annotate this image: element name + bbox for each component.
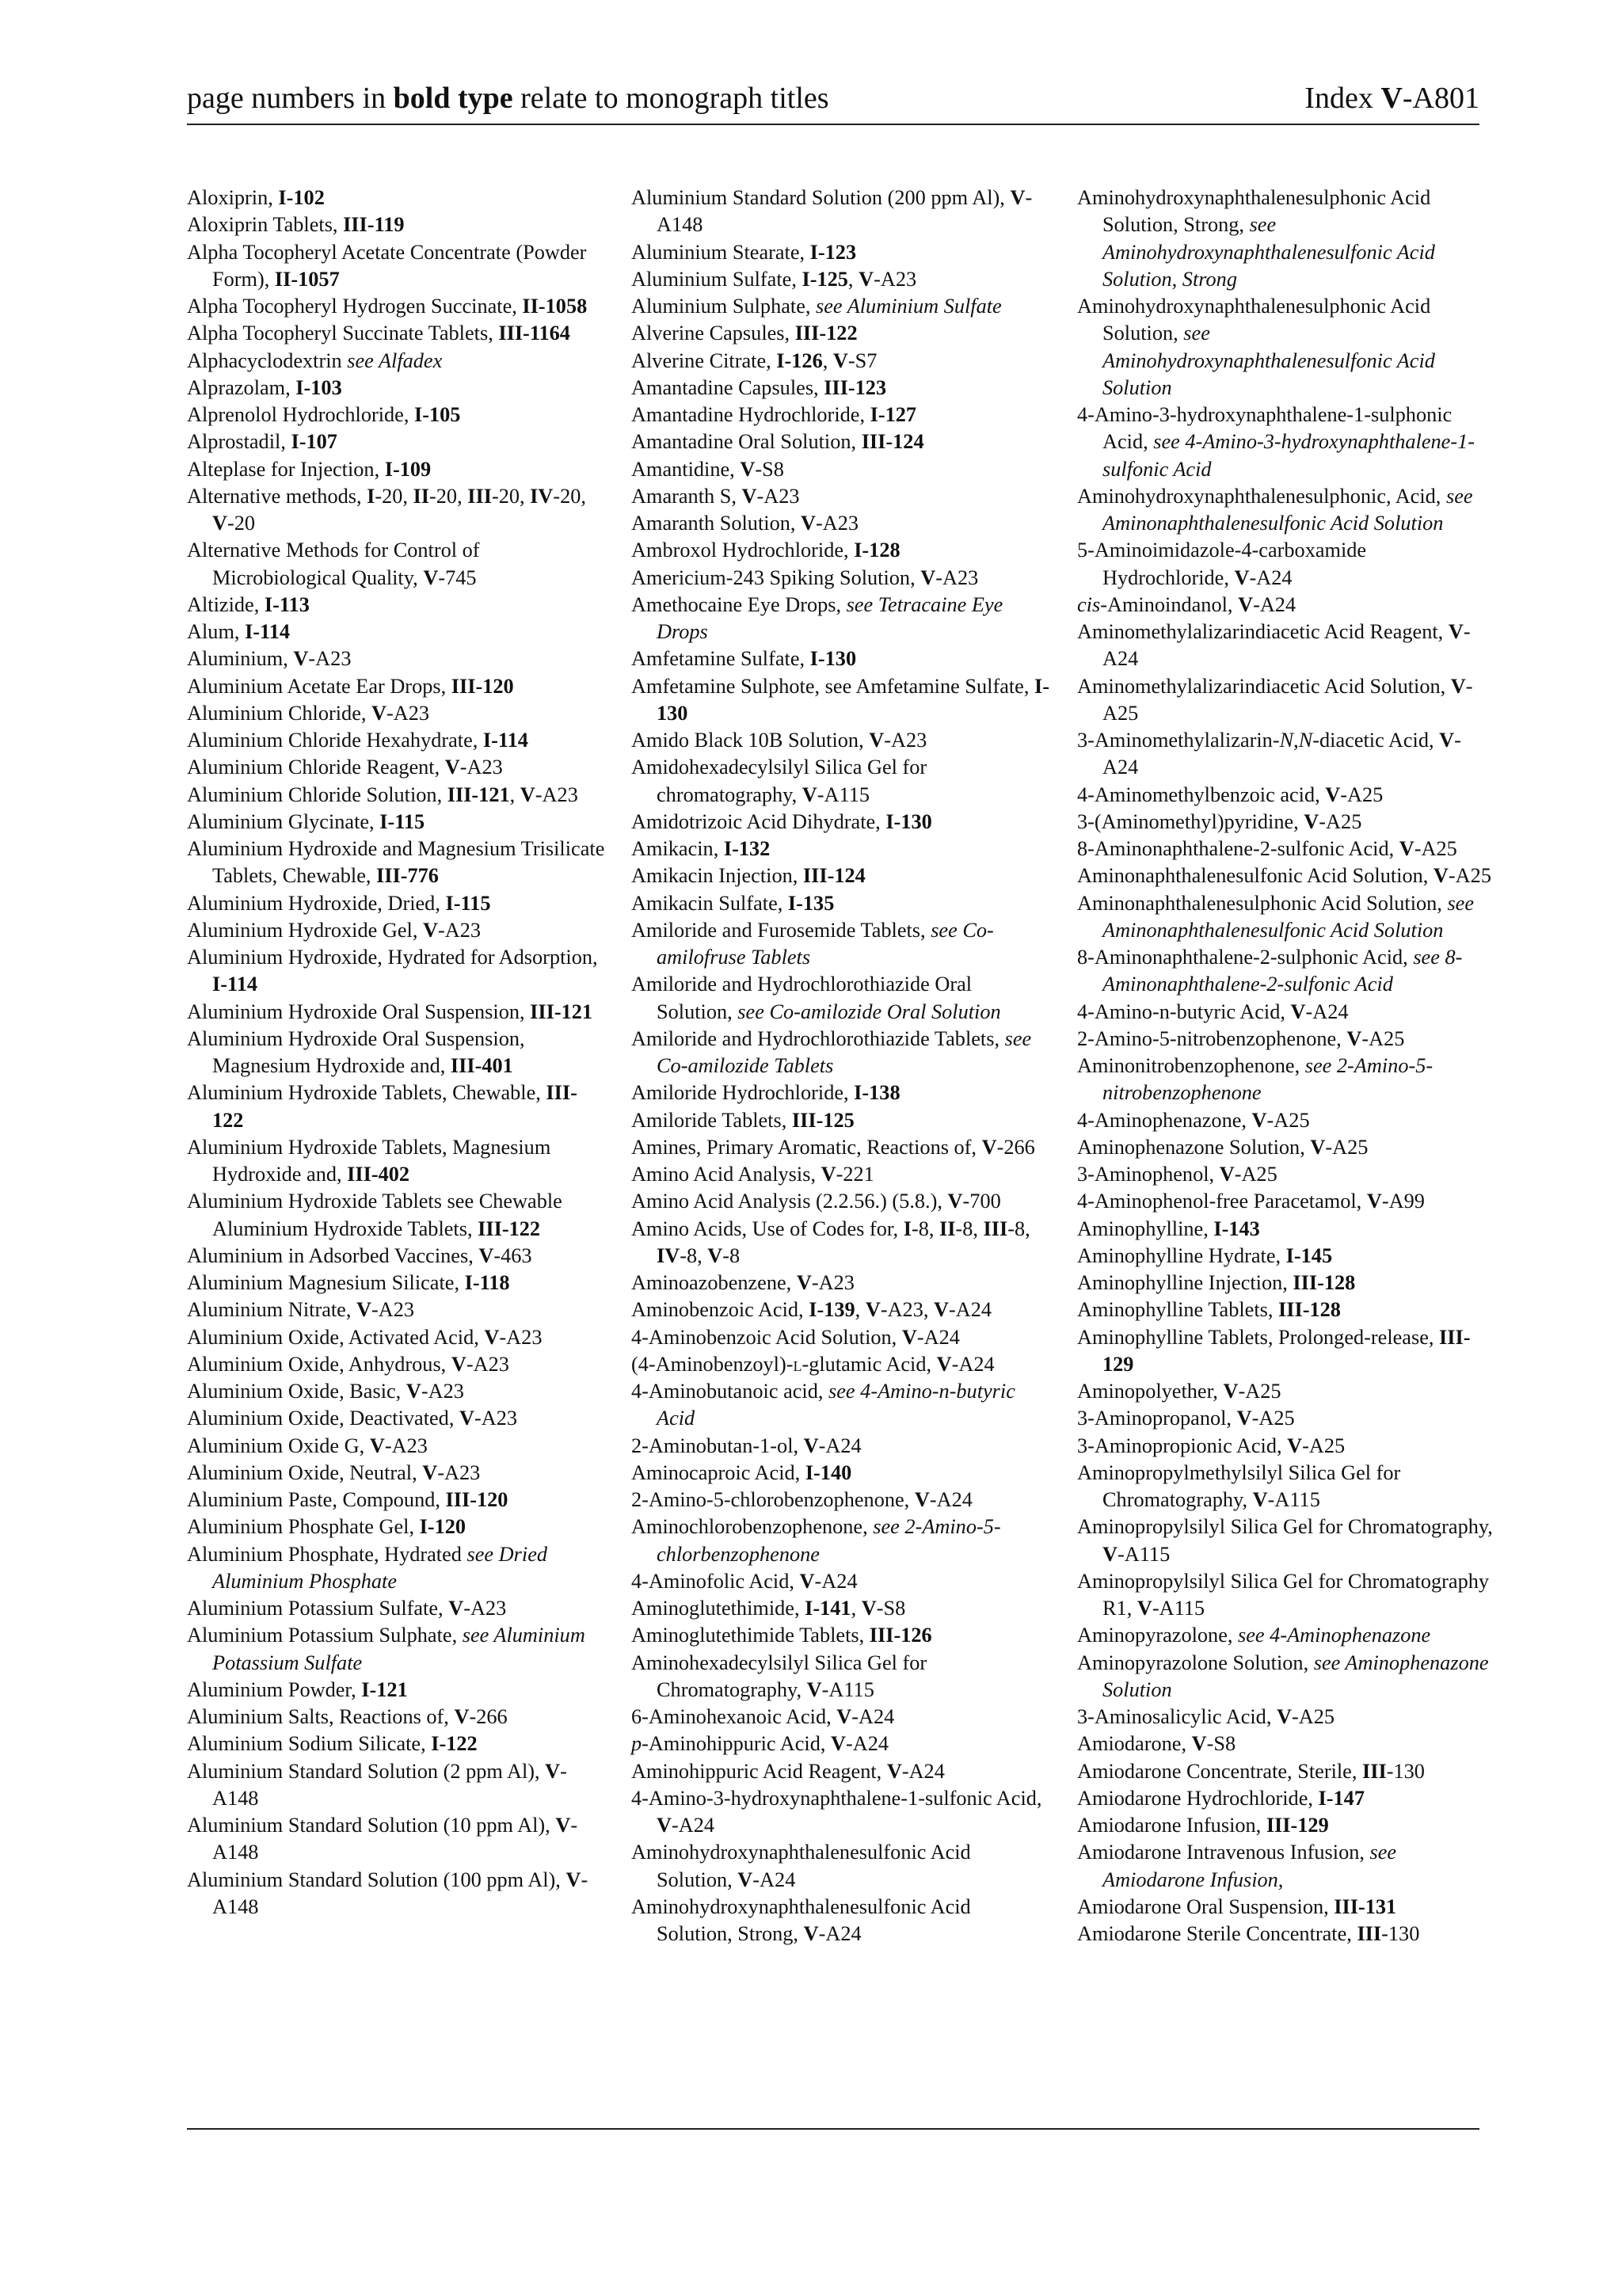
index-entry: Amikacin Injection, III-124 [631,864,866,888]
index-entry: Aminochlorobenzophenone, see 2-Amino-5-chlorbenzophenone [631,1515,1001,1566]
index-entry: Aminocaproic Acid, I-140 [631,1460,852,1484]
index-entry: 4-Amino-3-hydroxynaphthalene-1-sulfonic Acid, V-A24 [631,1786,1042,1837]
index-entry: Amiloride and Furosemide Tablets, see Co-amilofruse Tablets [631,918,994,969]
index-entry: Amantadine Capsules, III-123 [631,375,887,399]
index-entry: Amikacin, I-132 [631,837,771,860]
index-entry: Amantadine Oral Solution, III-124 [631,430,924,454]
index-entry: Aluminium Stearate, I-123 [631,240,857,264]
index-entry: Aluminium Hydroxide Gel, V-A23 [187,918,482,942]
index-entry: Amines, Primary Aromatic, Reactions of, V-266 [631,1135,1035,1159]
index-entry: Aluminium Chloride Hexahydrate, I-114 [187,729,528,752]
index-entry: Aminohippuric Acid Reagent, V-A24 [631,1759,945,1783]
index-entry: Aluminium Hydroxide, Dried, I-115 [187,891,491,915]
page-number: Index V-A801 [1304,82,1479,115]
index-entry: Aminobenzoic Acid, I-139, V-A23, V-A24 [631,1298,992,1322]
index-entry: Aluminium Paste, Compound, III-120 [187,1488,508,1511]
index-entry: Alpha Tocopheryl Succinate Tablets, III-1164 [187,322,570,345]
index-entry: Amidohexadecylsilyl Silica Gel for chromatography, V-A115 [631,756,927,806]
index-entry: Alpha Tocopheryl Hydrogen Succinate, II-1058 [187,295,588,318]
index-entry: Amantidine, V-S8 [631,457,784,481]
index-entry: p-Aminohippuric Acid, V-A24 [631,1732,889,1756]
index-entry: Aluminium Chloride, V-A23 [187,701,430,725]
index-entry: Amiodarone, V-S8 [1077,1732,1236,1756]
index-entry: Amino Acids, Use of Codes for, I-8, II-8, III-8, IV-8, V-8 [631,1217,1030,1267]
index-entry: Aminohydroxynaphthalenesulfonic Acid Solution, V-A24 [631,1841,971,1891]
index-entry: 4-Aminophenazone, V-A25 [1077,1108,1310,1132]
index-entry: Alprenolol Hydrochloride, I-105 [187,403,461,426]
index-entry: Aminomethylalizarindiacetic Acid Reagent, V-A24 [1077,620,1471,671]
index-entry: Aluminium Salts, Reactions of, V-266 [187,1705,508,1728]
index-entry: 3-Aminophenol, V-A25 [1077,1163,1277,1186]
index-entry: Aminonaphthalenesulfonic Acid Solution, V-A25 [1077,864,1491,888]
index-entry: Aluminium in Adsorbed Vaccines, V-463 [187,1243,532,1267]
index-entry: 3-Aminosalicylic Acid, V-A25 [1077,1705,1335,1728]
index-entry: Aluminium Sodium Silicate, I-122 [187,1732,478,1756]
index-entry: Amethocaine Eye Drops, see Tetracaine Eye Drops [631,592,1003,643]
index-entry: Aluminium Hydroxide Tablets see Chewable Aluminium Hydroxide Tablets, III-122 [187,1190,562,1240]
index-entry: Aluminium Hydroxide and Magnesium Trisilicate Tablets, Chewable, III-776 [187,837,605,888]
index-entry: Aluminium Hydroxide Tablets, Chewable, III-122 [187,1081,577,1132]
index-entry: Aminoazobenzene, V-A23 [631,1271,855,1294]
index-entry: Aminohydroxynaphthalenesulphonic Acid Solution, Strong, see Aminohydroxynaphthalenesulfonic Acid Solution, Strong [1077,186,1435,291]
index-entry: Aluminium Oxide, Basic, V-A23 [187,1380,464,1403]
header-rule [187,124,1479,125]
index-entry: Aloxiprin Tablets, III-119 [187,213,405,237]
index-entry: Aluminium Phosphate, Hydrated see Dried Aluminium Phosphate [187,1542,548,1593]
index-entry: 8-Aminonaphthalene-2-sulphonic Acid, see 8-Aminonaphthalene-2-sulfonic Acid [1077,946,1463,996]
index-entry: Alverine Citrate, I-126, V-S7 [631,348,878,372]
index-entry: Aluminium Magnesium Silicate, I-118 [187,1271,510,1294]
index-entry: Amfetamine Sulfate, I-130 [631,647,857,671]
index-entry: Alteplase for Injection, I-109 [187,457,432,481]
index-entry: Amikacin Sulfate, I-135 [631,891,835,915]
index-entry: Aluminium Oxide, Neutral, V-A23 [187,1460,481,1484]
index-entry: Aluminium Standard Solution (10 ppm Al), V-A148 [187,1814,578,1864]
index-entry: Amiloride Tablets, III-125 [631,1108,855,1132]
index-entry: Amfetamine Sulphote, see Amfetamine Sulfate, I-130 [631,674,1050,725]
index-entry: Amiloride and Hydrochlorothiazide Oral Solution, see Co-amilozide Oral Solution [631,973,1001,1023]
index-entry: Amaranth S, V-A23 [631,484,800,508]
index-entry: Amiodarone Oral Suspension, III-131 [1077,1894,1397,1918]
index-entry: Aluminium Oxide, Deactivated, V-A23 [187,1407,518,1430]
index-entry: Amidotrizoic Acid Dihydrate, I-130 [631,809,932,833]
index-entry: Alprazolam, I-103 [187,375,342,399]
footer-rule [187,2128,1479,2130]
index-column-1 [187,185,607,1921]
index-entry: 4-Aminophenol-free Paracetamol, V-A99 [1077,1190,1425,1213]
index-entry: Aminophylline Tablets, Prolonged-release, III-129 [1077,1325,1471,1376]
index-entry: Amiloride and Hydrochlorothiazide Tablets, see Co-amilozide Tablets [631,1026,1032,1077]
index-entry: 3-Aminopropanol, V-A25 [1077,1407,1295,1430]
index-entry: Amiodarone Sterile Concentrate, III-130 [1077,1922,1420,1945]
index-entry: Ambroxol Hydrochloride, I-128 [631,539,900,562]
index-entry: Aluminium Oxide, Anhydrous, V-A23 [187,1352,509,1376]
index-entry: Altizide, I-113 [187,592,310,616]
index-entry: Aluminium Acetate Ear Drops, III-120 [187,674,514,698]
index-entry: Amiloride Hydrochloride, I-138 [631,1081,900,1105]
index-entry: Amiodarone Concentrate, Sterile, III-130 [1077,1759,1425,1783]
index-entry: 5-Aminoimidazole-4-carboxamide Hydrochloride, V-A24 [1077,539,1367,589]
index-entry: Aluminium Sulfate, I-125, V-A23 [631,267,917,291]
index-entry: Aminomethylalizarindiacetic Acid Solution, V-A25 [1077,674,1473,725]
index-entry: Aluminium Standard Solution (200 ppm Al), V-A148 [631,186,1033,237]
index-entry: 4-Amino-3-hydroxynaphthalene-1-sulphonic Acid, see 4-Amino-3-hydroxynaphthalene-1-sulfonic Acid [1077,403,1475,481]
index-entry: Aminophylline, I-143 [1077,1217,1260,1240]
index-entry: Aluminium Potassium Sulfate, V-A23 [187,1597,507,1620]
index-column-3 [1077,185,1497,1948]
index-entry: cis-Aminoindanol, V-A24 [1077,592,1296,616]
index-entry: Aluminium Phosphate Gel, I-120 [187,1515,466,1539]
index-entry: 3-Aminopropionic Acid, V-A25 [1077,1434,1346,1457]
index-entry: Alverine Capsules, III-122 [631,322,858,345]
index-entry: Aminopropylsilyl Silica Gel for Chromatography R1, V-A115 [1077,1569,1490,1620]
index-entry: Amino Acid Analysis (2.2.56.) (5.8.), V-700 [631,1190,1001,1213]
index-entry: Aluminium Hydroxide Oral Suspension, Magnesium Hydroxide and, III-401 [187,1026,525,1077]
index-entry: Alternative Methods for Control of Microbiological Quality, V-745 [187,539,480,589]
index-entry: Aminopyrazolone Solution, see Aminophenazone Solution [1077,1651,1489,1701]
index-entry: 3-(Aminomethyl)pyridine, V-A25 [1077,809,1362,833]
index-entry: (4-Aminobenzoyl)-l-glutamic Acid, V-A24 [631,1352,995,1376]
index-entry: 2-Aminobutan-1-ol, V-A24 [631,1434,862,1457]
index-entry: Aluminium Powder, I-121 [187,1677,408,1701]
index-entry: Aluminium Hydroxide Tablets, Magnesium Hydroxide and, III-402 [187,1135,551,1186]
index-entry: Amiodarone Hydrochloride, I-147 [1077,1786,1365,1810]
index-entry: 2-Amino-5-nitrobenzophenone, V-A25 [1077,1026,1405,1050]
index-entry: Amido Black 10B Solution, V-A23 [631,729,927,752]
index-entry: Aminoglutethimide, I-141, V-S8 [631,1597,906,1620]
index-entry: Aluminium Oxide, Activated Acid, V-A23 [187,1325,543,1349]
index-entry: Aluminium Sulphate, see Aluminium Sulfate [631,295,1002,318]
index-entry: Aluminium Hydroxide, Hydrated for Adsorption, I-114 [187,946,598,996]
index-entry: Aminonitrobenzophenone, see 2-Amino-5-nitrobenzophenone [1077,1054,1434,1105]
index-entry: Aluminium Nitrate, V-A23 [187,1298,415,1322]
index-entry: Aluminium Chloride Solution, III-121, V-A23 [187,782,578,806]
index-entry: Aminopolyether, V-A25 [1077,1380,1281,1403]
index-entry: Alum, I-114 [187,620,291,643]
index-entry: 4-Aminobenzoic Acid Solution, V-A24 [631,1325,960,1349]
index-entry: Alternative methods, I-20, II-20, III-20, IV-20, V-20 [187,484,587,535]
index-entry: Alphacyclodextrin see Alfadex [187,348,443,372]
index-entry: 4-Aminobutanoic acid, see 4-Amino-n-butyric Acid [631,1380,1015,1430]
index-entry: Amino Acid Analysis, V-221 [631,1163,874,1186]
index-entry: Amantadine Hydrochloride, I-127 [631,403,917,426]
index-entry: Aluminium Potassium Sulphate, see Aluminium Potassium Sulfate [187,1624,585,1674]
index-entry: 8-Aminonaphthalene-2-sulfonic Acid, V-A25 [1077,837,1457,860]
index-entry: Aluminium Standard Solution (100 ppm Al), V-A148 [187,1868,588,1918]
index-entry: Aluminium Hydroxide Oral Suspension, III-121 [187,1000,593,1023]
index-entry: Aminophenazone Solution, V-A25 [1077,1135,1369,1159]
index-entry: Aluminium Glycinate, I-115 [187,809,425,833]
index-entry: 4-Aminomethylbenzoic acid, V-A25 [1077,782,1384,806]
index-entry: Americium-243 Spiking Solution, V-A23 [631,565,979,589]
index-entry: Aminophylline Hydrate, I-145 [1077,1243,1333,1267]
index-entry: Amiodarone Intravenous Infusion, see Amiodarone Infusion, [1077,1841,1397,1891]
index-entry: Alprostadil, I-107 [187,430,337,454]
index-entry: Aluminium Chloride Reagent, V-A23 [187,756,503,779]
index-entry: Aminohydroxynaphthalenesulphonic Acid Solution, see Aminohydroxynaphthalenesulfonic Acid Solution [1077,295,1435,399]
index-entry: Aminonaphthalenesulphonic Acid Solution, see Aminonaphthalenesulfonic Acid Solution [1077,891,1475,942]
index-entry: Aluminium, V-A23 [187,647,352,671]
index-entry: Aminopyrazolone, see 4-Aminophenazone [1077,1624,1431,1647]
index-entry: 6-Aminohexanoic Acid, V-A24 [631,1705,895,1728]
index-entry: Amiodarone Infusion, III-129 [1077,1814,1329,1837]
index-entry: Aminoglutethimide Tablets, III-126 [631,1624,932,1647]
index-entry: 4-Aminofolic Acid, V-A24 [631,1569,858,1593]
index-entry: Aluminium Oxide G, V-A23 [187,1434,428,1457]
index-entry: Aminopropylmethylsilyl Silica Gel for Chromatography, V-A115 [1077,1460,1401,1511]
index-entry: 4-Amino-n-butyric Acid, V-A24 [1077,1000,1349,1023]
index-column-2 [631,185,1051,1948]
index-entry: Aminohydroxynaphthalenesulphonic, Acid, see Aminonaphthalenesulfonic Acid Solution [1077,484,1473,535]
index-entry: Aminopropylsilyl Silica Gel for Chromatography, V-A115 [1077,1515,1493,1566]
header-note: page numbers in bold type relate to monograph titles [187,82,829,115]
index-entry: Alpha Tocopheryl Acetate Concentrate (Powder Form), II-1057 [187,240,587,291]
index-entry: 3-Aminomethylalizarin-N,N-diacetic Acid, V-A24 [1077,729,1461,779]
index-entry: Aminophylline Tablets, III-128 [1077,1298,1341,1322]
index-entry: Aluminium Standard Solution (2 ppm Al), V-A148 [187,1759,567,1810]
index-entry: Amaranth Solution, V-A23 [631,512,859,535]
running-header [187,76,1479,124]
index-entry: Aminophylline Injection, III-128 [1077,1271,1356,1294]
index-entry: Aminohydroxynaphthalenesulfonic Acid Solution, Strong, V-A24 [631,1894,971,1945]
index-entry: Aloxiprin, I-102 [187,186,325,209]
index-entry: 2-Amino-5-chlorobenzophenone, V-A24 [631,1488,973,1511]
index-entry: Aminohexadecylsilyl Silica Gel for Chromatography, V-A115 [631,1651,927,1701]
